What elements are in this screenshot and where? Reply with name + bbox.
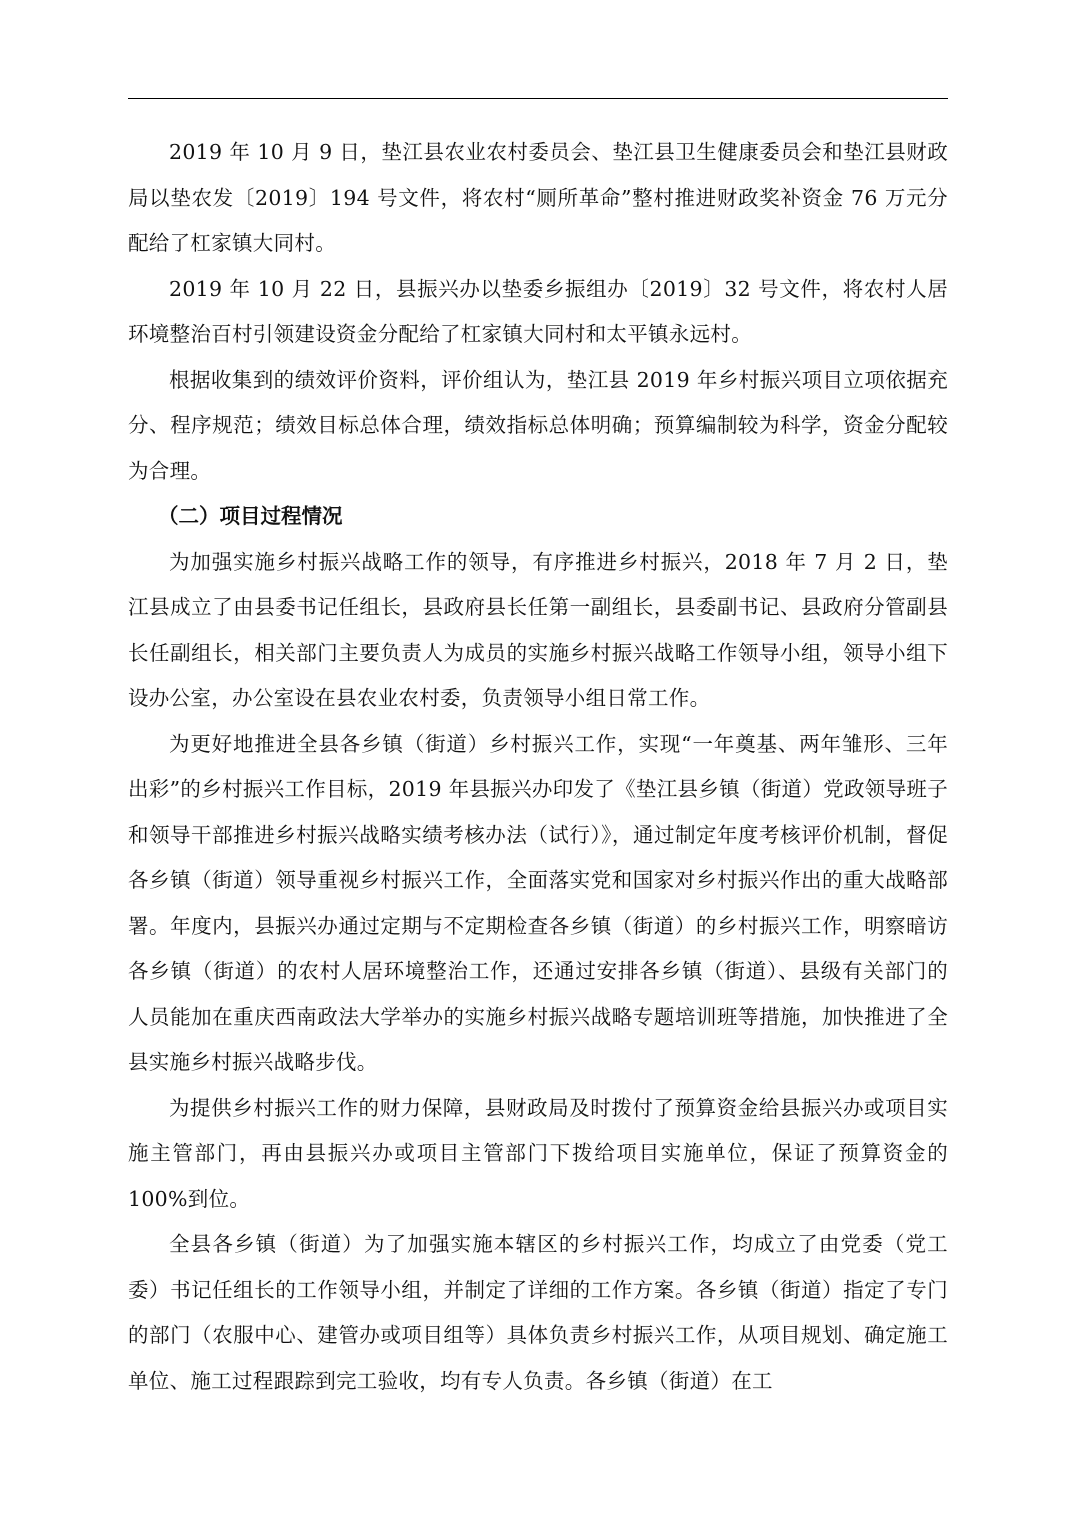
paragraph: 为加强实施乡村振兴战略工作的领导，有序推进乡村振兴，2018 年 7 月 2 日，垫江县成立了由县委书记任组长，县政府县长任第一副组长，县委副书记、县政府分管副县长任副组长，相关部门主要负责人为成员的实施乡村振兴战略工作领导小组，领导小组下设办公室，办公室设在县农业农村委，负责领导小组日常工作。 [128, 549, 948, 710]
paragraph: 为提供乡村振兴工作的财力保障，县财政局及时拨付了预算资金给县振兴办或项目实施主管部门，再由县振兴办或项目主管部门下拨给项目实施单位，保证了预算资金的 100%到位。 [128, 1095, 948, 1211]
section-heading: （二）项目过程情况 [158, 504, 343, 528]
header-rule [128, 98, 948, 99]
paragraph: 为更好地推进全县各乡镇（街道）乡村振兴工作，实现“一年奠基、两年雏形、三年出彩”的乡村振兴工作目标，2019 年县振兴办印发了《垫江县乡镇（街道）党政领导班子和领导干部推进乡村振兴战略实绩考核办法（试行）》，通过制定年度考核评价机制，督促各乡镇（街道）领导重视乡村振兴工作，全面落实党和国家对乡村振兴作出的重大战略部署。年度内，县振兴办通过定期与不定期检查各乡镇（街道）的乡村振兴工作，明察暗访各乡镇（街道）的农村人居环境整治工作，还通过安排各乡镇（街道）、县级有关部门的人员能加在重庆西南政法大学举办的实施乡村振兴战略专题培训班等措施，加快推进了全县实施乡村振兴战略步伐。 [128, 731, 948, 1074]
paragraph: 2019 年 10 月 22 日，县振兴办以垫委乡振组办〔2019〕32 号文件，将农村人居环境整治百村引领建设资金分配给了杠家镇大同村和太平镇永远村。 [128, 276, 948, 346]
paragraph: 根据收集到的绩效评价资料，评价组认为，垫江县 2019 年乡村振兴项目立项依据充分、程序规范；绩效目标总体合理，绩效指标总体明确；预算编制较为科学，资金分配较为合理。 [128, 367, 948, 483]
paragraph: 2019 年 10 月 9 日，垫江县农业农村委员会、垫江县卫生健康委员会和垫江县财政局以垫农发〔2019〕194 号文件，将农村“厕所革命”整村推进财政奖补资金 76 万元分配给了杠家镇大同村。 [128, 140, 948, 255]
document-body [128, 130, 948, 1404]
paragraph: 全县各乡镇（街道）为了加强实施本辖区的乡村振兴工作，均成立了由党委（党工委）书记任组长的工作领导小组，并制定了详细的工作方案。各乡镇（街道）指定了专门的部门（农服中心、建管办或项目组等）具体负责乡村振兴工作，从项目规划、确定施工单位、施工过程跟踪到完工验收，均有专人负责。各乡镇（街道）在工 [128, 1232, 948, 1393]
